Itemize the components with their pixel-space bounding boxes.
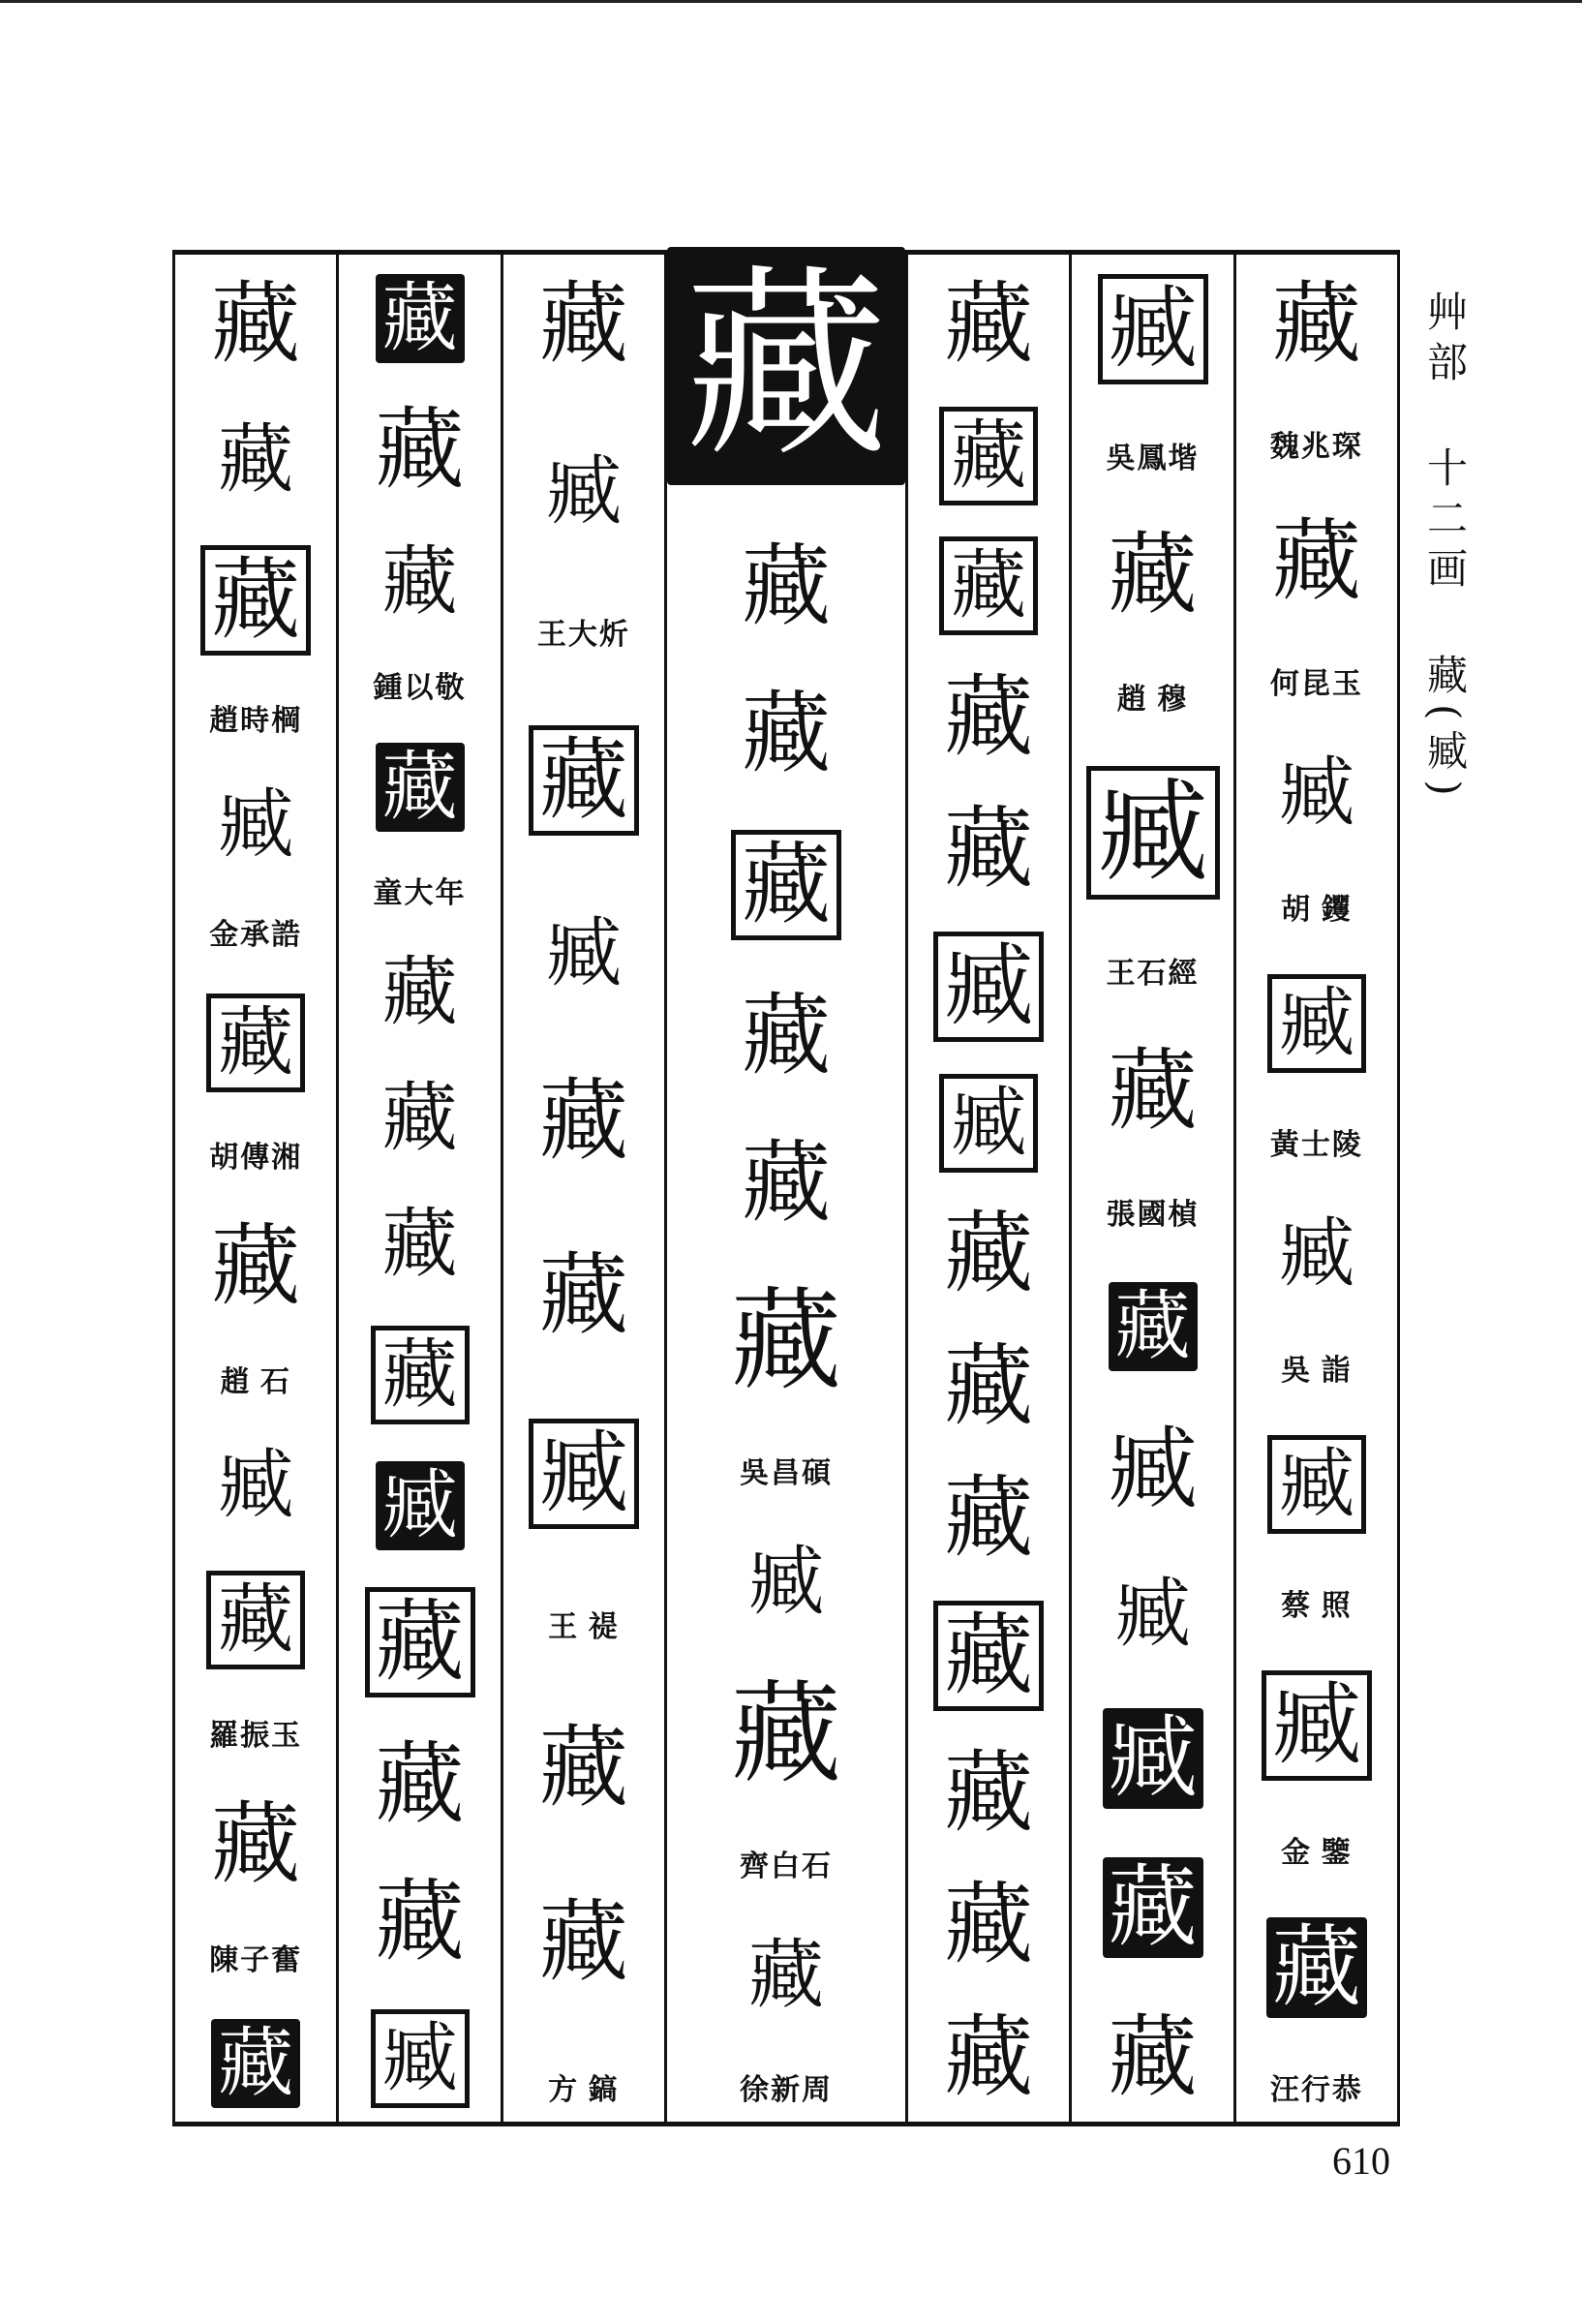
seal-impression: 藏 [538,1069,628,1174]
seal-impression: 藏 [381,949,458,1036]
seal-impression: 藏 [939,407,1038,505]
headword: 藏(臧) [1421,653,1469,806]
seal-column [1233,255,1400,2122]
artist-name: 趙 石 [220,1366,291,1399]
seal-impression: 臧 [933,932,1044,1042]
seal-impression: 臧 [1114,1571,1191,1659]
seal-impression: 臧 [376,1461,465,1550]
seal-impression: 藏 [381,538,458,626]
artist-name: 胡 钁 [1281,893,1353,926]
seal-impression: 藏 [939,536,1038,635]
seal-impression: 藏 [529,725,639,836]
seal-impression: 藏 [944,797,1034,902]
seal-impression: 藏 [742,984,832,1088]
artist-name: 王石經 [1106,958,1200,991]
seal-impression: 藏 [1266,1917,1367,2018]
seal-impression: 藏 [944,664,1034,769]
seal-impression: 藏 [211,2019,300,2108]
stroke-count: 十二画 [1421,446,1469,598]
top-rule [0,0,1582,3]
seal-impression: 藏 [1108,2004,1198,2109]
page-number: 610 [1332,2139,1390,2183]
artist-name: 王 禔 [548,1610,620,1643]
seal-impression: 臧 [748,1538,825,1626]
seal-impression: 藏 [375,398,465,502]
seal-impression: 臧 [371,2009,470,2108]
artist-name: 吳 詣 [1281,1354,1353,1387]
seal-impression: 藏 [944,1202,1034,1306]
seal-impression: 藏 [206,994,305,1092]
artist-name: 王大炘 [536,618,630,651]
seal-impression: 藏 [200,545,311,656]
seal-impression: 藏 [376,274,465,363]
artist-name: 金 鑒 [1281,1836,1353,1869]
seal-column [905,255,1069,2122]
seal-impression: 藏 [375,1732,465,1836]
seal-column [501,255,664,2122]
seal-impression: 藏 [218,416,294,505]
seal-impression: 藏 [365,1587,475,1697]
seal-impression: 臧 [1103,1708,1203,1809]
artist-name: 金承誥 [209,918,303,951]
seal-impression: 藏 [742,1130,832,1235]
seal-impression: 藏 [376,743,465,832]
artist-name: 蔡 照 [1281,1589,1353,1622]
seal-impression: 藏 [944,2004,1034,2109]
seal-impression: 臧 [218,1442,294,1530]
seal-impression: 臧 [939,1074,1038,1173]
seal-impression: 藏 [1109,1282,1198,1371]
seal-impression: 藏 [933,1601,1044,1711]
seal-impression: 藏 [375,1870,465,1973]
seal-impression: 藏 [944,1466,1034,1571]
seal-impression: 藏 [1271,509,1361,614]
seal-impression: 臧 [1086,766,1220,900]
seal-impression: 藏 [742,535,832,639]
artist-name: 魏兆琛 [1269,430,1363,463]
artist-name: 趙 穆 [1116,683,1189,716]
seal-impression: 藏 [381,1075,458,1162]
artist-name: 趙時棡 [209,705,303,738]
running-header [1415,290,1474,839]
seal-impression: 臧 [1267,1435,1366,1534]
seal-impression: 臧 [1262,1670,1372,1781]
artist-name: 吳昌碩 [740,1457,834,1490]
seal-column [336,255,500,2122]
seal-impression: 臧 [529,1419,639,1529]
artist-name: 何昆玉 [1269,667,1363,700]
artist-name: 汪行恭 [1269,2073,1363,2106]
seal-impression: 藏 [538,272,628,376]
seal-impression: 藏 [538,1716,628,1820]
seal-impression: 藏 [667,247,905,485]
artist-name: 童大年 [373,877,467,909]
artist-name: 黃士陵 [1269,1128,1363,1161]
artist-name: 胡傳湘 [209,1141,303,1174]
seal-impression: 藏 [748,1931,825,2019]
seal-impression: 藏 [381,1201,458,1288]
seal-impression: 藏 [944,1740,1034,1845]
seal-impression: 藏 [206,1571,305,1669]
seal-impression: 臧 [1098,274,1208,384]
seal-impression: 藏 [731,1275,842,1405]
seal-impression: 藏 [538,1889,628,1994]
artist-name: 陳子奮 [209,1943,303,1976]
seal-impression: 藏 [211,1791,301,1896]
artist-name: 羅振玉 [209,1719,303,1752]
artist-name: 方 鎬 [548,2073,620,2106]
seal-impression: 藏 [1103,1857,1203,1958]
seal-impression: 臧 [218,780,294,869]
seal-column [1069,255,1232,2122]
seal-impression: 藏 [944,1333,1034,1438]
artist-name: 徐新周 [740,2073,834,2106]
seal-impression: 臧 [1267,974,1366,1073]
section-label: 艸部 [1421,290,1469,391]
seal-impression: 藏 [731,1668,842,1798]
seal-impression: 藏 [211,272,301,376]
seal-impression: 藏 [944,1873,1034,1977]
seal-impression: 臧 [545,448,622,536]
seal-impression: 藏 [211,1214,301,1318]
seal-column [664,247,905,2122]
artist-name: 鍾以敬 [373,672,467,704]
seal-impression: 藏 [742,681,832,785]
artist-name: 吳鳳堦 [1106,442,1200,474]
seal-impression: 藏 [731,830,841,940]
seal-impression: 臧 [545,909,622,997]
artist-name: 張國楨 [1106,1199,1200,1232]
seal-table [172,247,1400,2126]
seal-impression: 臧 [1278,1210,1354,1299]
seal-impression: 藏 [371,1326,470,1424]
seal-impression: 藏 [944,272,1034,376]
seal-impression: 臧 [1278,749,1354,838]
seal-column [172,255,336,2122]
artist-name: 齊白石 [740,1850,834,1883]
seal-impression: 藏 [538,1242,628,1347]
seal-impression: 藏 [1271,272,1361,376]
seal-impression: 臧 [1108,1418,1198,1522]
seal-impression: 藏 [1108,1038,1198,1143]
seal-impression: 藏 [1108,523,1198,627]
